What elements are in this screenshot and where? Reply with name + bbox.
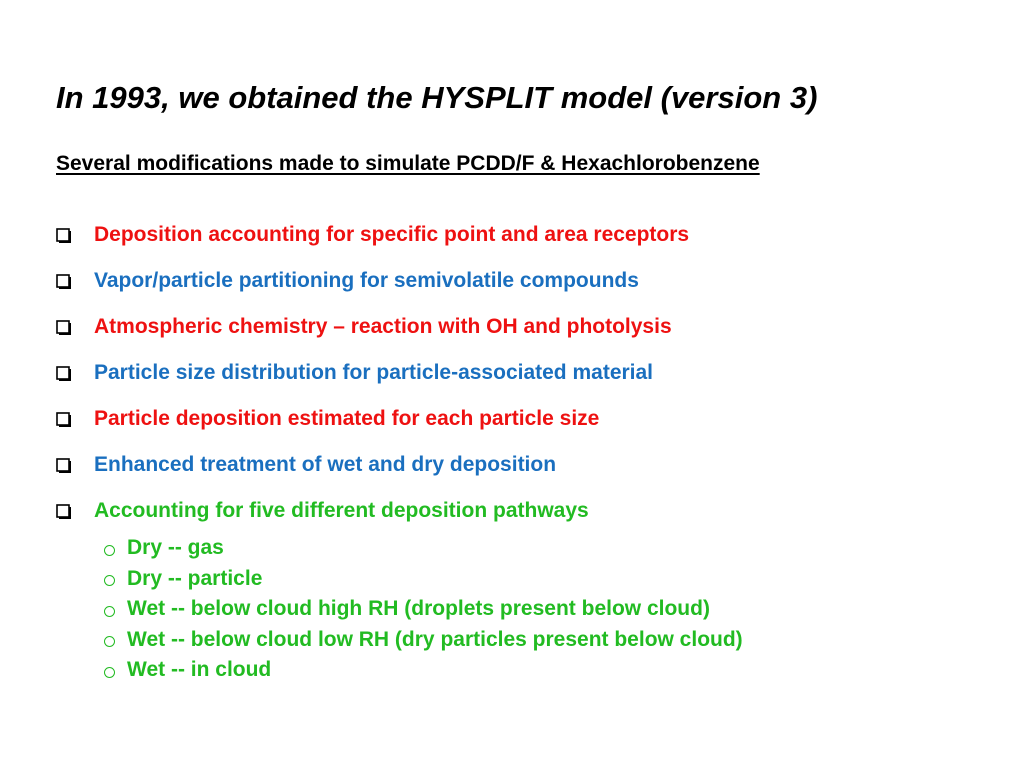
bullet-item	[56, 357, 689, 403]
circle-bullet-icon	[104, 636, 115, 647]
bullet-text: Vapor/particle partitioning for semivolatile compounds	[94, 269, 639, 292]
sub-bullet-text: Wet -- in cloud	[127, 658, 272, 682]
circle-bullet-icon	[104, 667, 115, 678]
circle-bullet-icon	[104, 575, 115, 586]
bullet-text: Atmospheric chemistry – reaction with OH and photolysis	[94, 315, 672, 338]
sub-bullet-text: Wet -- below cloud low RH (dry particles present below cloud)	[127, 627, 743, 651]
square-checkbox-icon	[56, 403, 72, 435]
circle-bullet-icon	[104, 545, 115, 556]
bullet-text: Particle size distribution for particle-associated material	[94, 361, 654, 384]
sub-bullet-item	[104, 533, 743, 564]
sub-bullet-text: Dry -- gas	[127, 536, 224, 560]
slide-subtitle: Several modifications made to simulate PCDD/F & Hexachlorobenzene	[56, 152, 760, 175]
square-checkbox-icon	[56, 449, 72, 481]
sub-bullet-list	[104, 533, 743, 686]
bullet-item	[56, 219, 689, 265]
bullet-item	[56, 311, 689, 357]
square-checkbox-icon	[56, 219, 72, 251]
bullet-text: Particle deposition estimated for each particle size	[94, 407, 600, 430]
bullet-text: Accounting for five different deposition pathways	[94, 499, 589, 522]
bullet-list	[56, 219, 689, 541]
square-checkbox-icon	[56, 495, 72, 527]
square-checkbox-icon	[56, 265, 72, 297]
circle-bullet-icon	[104, 606, 115, 617]
bullet-item	[56, 403, 689, 449]
sub-bullet-item	[104, 655, 743, 686]
sub-bullet-item	[104, 625, 743, 656]
sub-bullet-item	[104, 594, 743, 625]
sub-bullet-text: Dry -- particle	[127, 566, 263, 590]
sub-bullet-text: Wet -- below cloud high RH (droplets present below cloud)	[127, 597, 710, 621]
square-checkbox-icon	[56, 357, 72, 389]
sub-bullet-item	[104, 564, 743, 595]
bullet-item	[56, 265, 689, 311]
bullet-text: Deposition accounting for specific point and area receptors	[94, 223, 690, 246]
slide-title: In 1993, we obtained the HYSPLIT model (version 3)	[56, 80, 818, 115]
bullet-item	[56, 449, 689, 495]
square-checkbox-icon	[56, 311, 72, 343]
bullet-text: Enhanced treatment of wet and dry deposition	[94, 453, 557, 476]
